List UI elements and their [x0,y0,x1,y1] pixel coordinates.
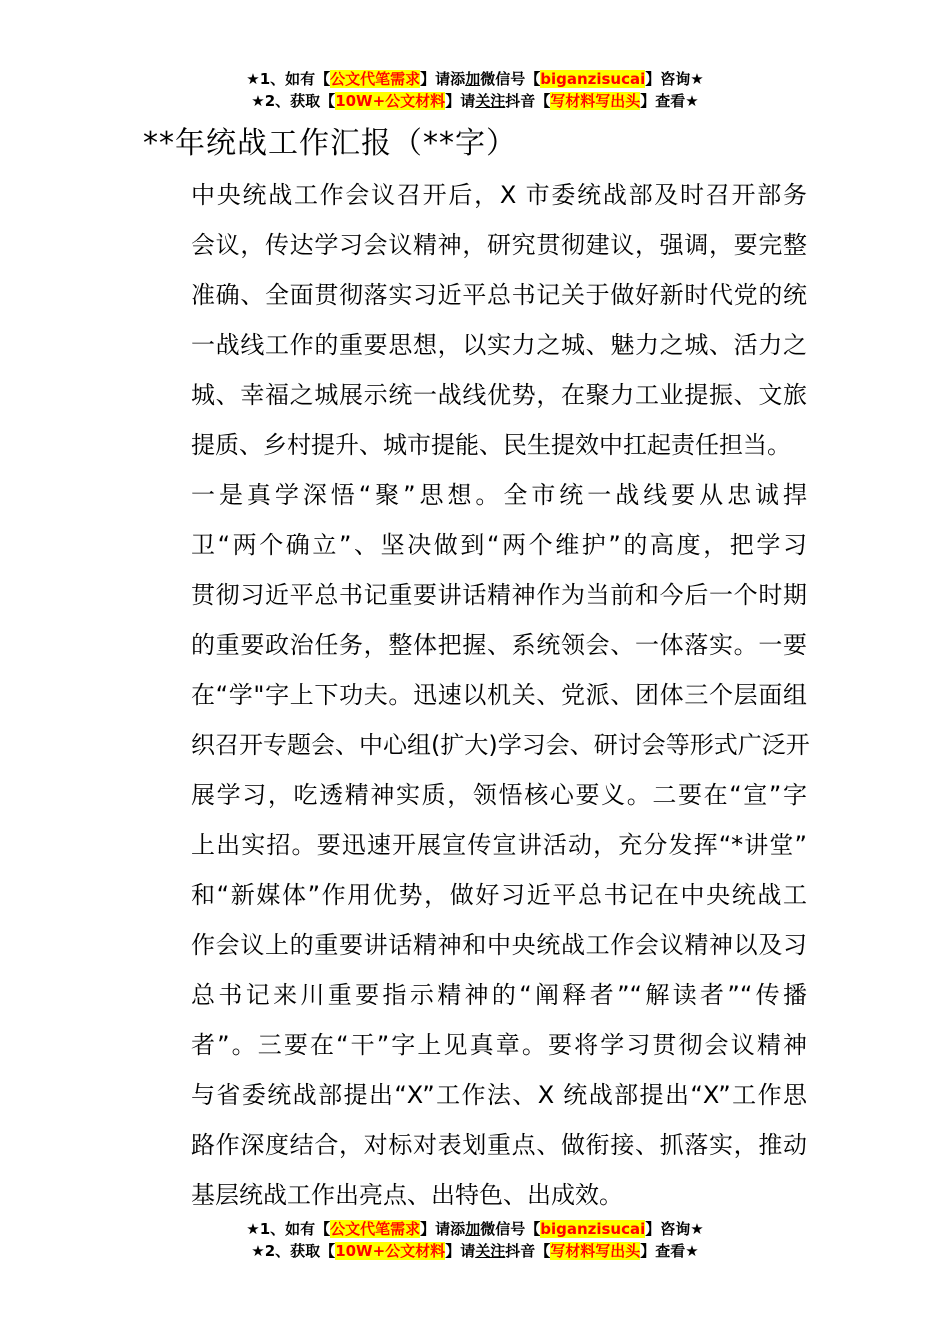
text-line: 织召开专题会、中心组(扩大)学习会、研讨会等形式广泛开 [191,731,810,759]
text-line: 一是真学深悟“聚”思想。全市统一战线要从忠诚捍 [191,481,807,509]
promo-wechat-id: biganzisucai [540,1220,646,1238]
text-line: 者”。三要在“干”字上见真章。要将学习贯彻会议精神 [191,1031,807,1059]
promo-banner-top [0,68,950,112]
text-line: 提质、乡村提升、城市提能、民生提效中扛起责任担当。 [191,431,791,459]
text-line: 在“学"字上下功夫。迅速以机关、党派、团体三个层面组 [191,681,807,709]
promo-douyin-name: 写材料写出头 [550,1242,641,1260]
promo-text: 】请 [445,1242,476,1260]
promo-wechat-id: biganzisucai [540,70,646,88]
text-line: 贯彻习近平总书记重要讲话精神作为当前和今后一个时期 [191,581,807,609]
document-body [143,170,810,1220]
promo-text: 抖音【 [505,92,551,110]
text-line: 上出实招。要迅速开展宣传宣讲活动，充分发挥“*讲堂” [191,831,807,859]
text-line: 和“新媒体”作用优势，做好习近平总书记在中央统战工 [191,881,807,909]
promo-text: 】查看★ [640,92,699,110]
text-line: 的重要政治任务，整体把握、系统领会、一体落实。一要 [191,631,807,659]
text-line: 与省委统战部提出“X”工作法、X 统战部提出“X”工作思 [191,1081,807,1109]
text-line: 会议，传达学习会议精神，研究贯彻建议，强调，要完整 [191,231,807,259]
promo-line-2 [0,1240,950,1262]
promo-line-2 [0,90,950,112]
text-line: 卫“两个确立”、坚决做到“两个维护”的高度，把学习 [191,531,807,559]
text-line: 城、幸福之城展示统一战线优势，在聚力工业提振、文旅 [191,381,807,409]
promo-highlight: 公文代笔需求 [330,1220,421,1238]
text-line: 准确、全面贯彻落实习近平总书记关于做好新时代党的统 [191,281,807,309]
promo-text: 微信号【 [480,1220,541,1238]
promo-text: 】查看★ [640,1242,699,1260]
text-line: 总书记来川重要指示精神的“阐释者”“解读者”“传播 [191,981,807,1009]
promo-underline: 加 [465,1220,481,1238]
promo-text: 】请添 [420,1220,466,1238]
promo-highlight: 10W+公文材料 [335,1242,446,1260]
promo-underline: 加 [465,70,481,88]
promo-highlight: 10W+公文材料 [335,92,446,110]
text-line: 一战线工作的重要思想，以实力之城、魅力之城、活力之 [191,331,807,359]
promo-text: ★2、获取【 [251,1242,336,1260]
text-line: 基层统战工作出亮点、出特色、出成效。 [191,1181,623,1209]
promo-banner-bottom [0,1218,950,1262]
text-line: 路作深度结合，对标对表划重点、做衔接、抓落实，推动 [191,1131,807,1159]
promo-text: 抖音【 [505,1242,551,1260]
document-title: **年统战工作汇报（**字） [143,126,517,161]
text-line: 作会议上的重要讲话精神和中央统战工作会议精神以及习 [191,931,807,959]
promo-underline: 关注 [475,92,506,110]
promo-line-1 [0,68,950,90]
text-line: 中央统战工作会议召开后，X 市委统战部及时召开部务 [191,181,807,209]
promo-text: ★1、如有【 [246,70,331,88]
promo-text: 】咨询★ [645,1220,704,1238]
promo-text: 】请 [445,92,476,110]
promo-underline: 关注 [475,1242,506,1260]
promo-text: 】请添 [420,70,466,88]
paragraph-study [143,470,810,1220]
promo-highlight: 公文代笔需求 [330,70,421,88]
promo-text: 】咨询★ [645,70,704,88]
promo-text: 微信号【 [480,70,541,88]
promo-text: ★2、获取【 [251,92,336,110]
text-line: 展学习，吃透精神实质，领悟核心要义。二要在“宣”字 [191,781,807,809]
promo-line-1 [0,1218,950,1240]
promo-text: ★1、如有【 [246,1220,331,1238]
paragraph-intro [143,170,807,470]
promo-douyin-name: 写材料写出头 [550,92,641,110]
